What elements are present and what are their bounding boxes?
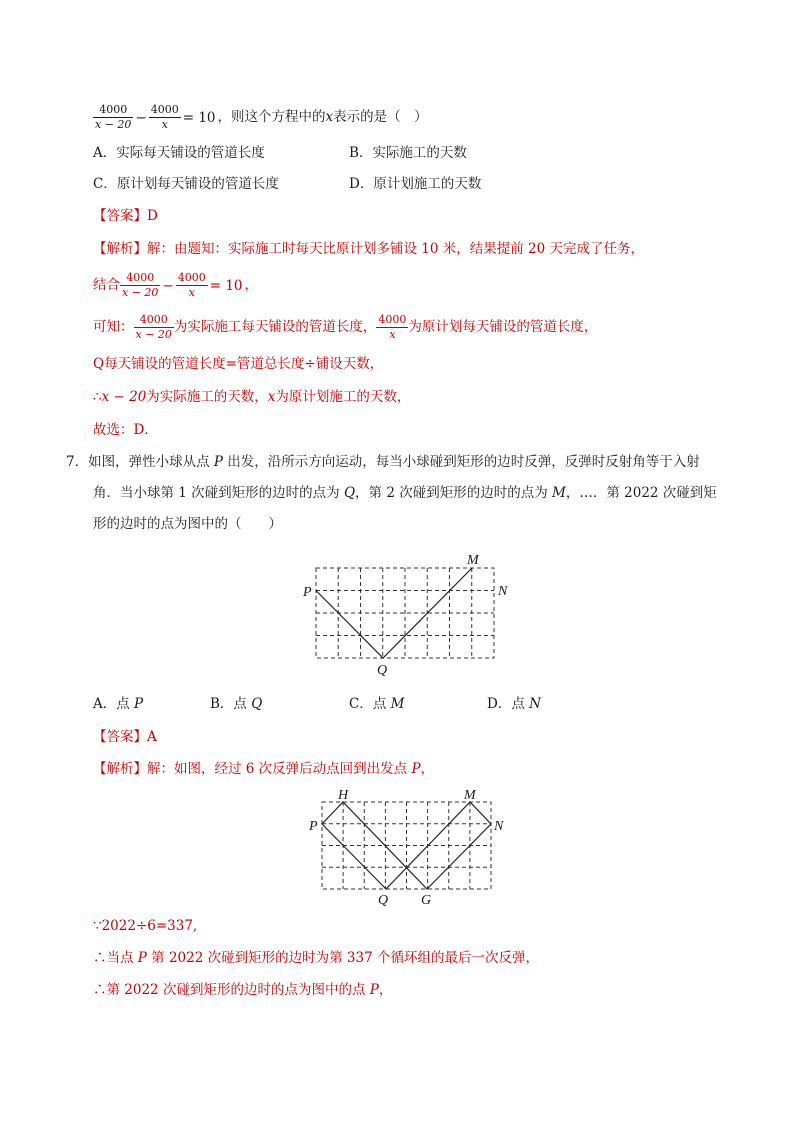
point-p: P	[213, 454, 223, 470]
analysis-text: 解：由题知：实际施工时每天比原计划多铺设 10 米，结果提前 20 天完成了任务，	[147, 241, 645, 257]
answer-value: D	[147, 208, 158, 224]
q6-analysis-line-4: Q每天铺设的管道长度=管道总长度÷铺设天数，	[93, 356, 384, 372]
label-p: P	[303, 585, 312, 600]
question-end: 表示的是（ ）	[333, 109, 428, 125]
label-q: Q	[377, 663, 388, 678]
label-h: H	[338, 788, 349, 803]
analysis-suffix: 为原计划每天铺设的管道长度，	[408, 319, 598, 335]
analysis-tag: 【解析】	[93, 761, 147, 777]
q6-analysis-line-6: 故选：D．	[93, 422, 158, 438]
analysis-text: 第 2022 次碰到矩形的边时为第 337 个循环组的最后一次反弹，	[146, 950, 539, 966]
fraction-2-denominator: x	[149, 117, 181, 132]
analysis-suffix: 为原计划施工的天数，	[275, 389, 411, 405]
option-point: P	[134, 696, 144, 712]
q6-option-a: A．实际每天铺设的管道长度	[93, 145, 265, 161]
fraction-1-denominator: x − 20	[122, 286, 159, 299]
analysis-text: 解：如图，经过 6 次反弹后动点回到出发点	[147, 761, 412, 777]
fraction-2-denominator: x	[176, 285, 208, 300]
question-variable: x	[325, 109, 334, 125]
q6-option-d: D．原计划施工的天数	[349, 176, 482, 192]
q7-analysis-line-3	[93, 948, 539, 968]
point-p: P	[369, 982, 379, 998]
equation-rhs: = 10	[182, 109, 216, 126]
fraction-numerator: 4000	[139, 313, 168, 326]
label-g: G	[421, 893, 432, 908]
fraction-numerator: 4000	[378, 313, 407, 326]
point-p: P	[411, 761, 421, 777]
option-label: C．点	[349, 696, 391, 712]
analysis-prefix: 可知：	[93, 319, 134, 335]
label-m: M	[464, 788, 476, 803]
fraction-2-numerator: 4000	[177, 271, 206, 284]
label-n: N	[494, 819, 504, 834]
q7-analysis-line-4	[93, 980, 392, 1000]
analysis-prefix: 结合	[93, 277, 120, 293]
therefore-symbol: ∴	[93, 389, 102, 405]
option-label: A．点	[93, 696, 135, 712]
answer-value: A	[147, 729, 157, 745]
analysis-text: ∴第 2022 次碰到矩形的边时的点为图中的点	[93, 982, 370, 998]
fraction-1-numerator: 4000	[126, 271, 155, 284]
q7-text: ，…．第 2022 次碰到矩	[565, 485, 717, 501]
minus-sign: −	[135, 109, 147, 126]
q7-text: 角．当小球第 1 次碰到矩形的边时的点为	[93, 485, 344, 501]
option-label: D．点	[487, 696, 530, 712]
option-label: B．点	[210, 696, 252, 712]
analysis-text: ∴当点	[93, 950, 138, 966]
label-n: N	[498, 584, 508, 599]
point-q: Q	[343, 485, 356, 501]
variable-x: x	[267, 389, 276, 405]
q7-text: 出发，沿所示方向运动，每当小球碰到矩形的边时反弹，反弹时反射角等于入射	[222, 454, 700, 470]
option-point: Q	[251, 696, 263, 712]
fraction-2-numerator: 4000	[150, 103, 179, 116]
answer-tag: 【答案】	[93, 208, 147, 224]
option-point: M	[390, 696, 405, 712]
option-point: N	[529, 696, 541, 712]
question-tail: ，则这个方程中的	[217, 109, 326, 125]
analysis-middle: 为实际施工的天数，	[146, 389, 268, 405]
q7-text: ，第 2 次碰到矩形的边时的点为	[355, 485, 553, 501]
analysis-middle: 为实际施工每天铺设的管道长度，	[173, 319, 377, 335]
q7-text: 7．如图，弹性小球从点	[66, 454, 214, 470]
minus-sign: −	[162, 277, 174, 294]
q6-option-b: B．实际施工的天数	[349, 145, 467, 161]
analysis-text: ，	[378, 982, 393, 998]
point-m: M	[552, 485, 566, 501]
expression: x − 20	[101, 389, 147, 405]
label-m: M	[467, 553, 479, 568]
analysis-tag: 【解析】	[93, 241, 147, 257]
fraction-1-denominator: x − 20	[95, 118, 132, 131]
q6-option-c: C．原计划每天铺设的管道长度	[93, 176, 279, 192]
fraction-1-numerator: 4000	[99, 103, 128, 116]
fraction-denominator: x	[376, 327, 408, 342]
fraction-denominator: x − 20	[135, 328, 172, 341]
point-p: P	[137, 950, 147, 966]
analysis-text: ，	[420, 761, 435, 777]
label-p: P	[309, 819, 318, 834]
analysis-suffix: ，	[244, 277, 259, 293]
answer-tag: 【答案】	[93, 729, 147, 745]
label-q: Q	[378, 893, 389, 908]
equation-rhs: = 10	[209, 277, 243, 294]
q7-line-3: 形的边时的点为图中的（ ）	[93, 516, 282, 532]
q7-analysis-line-2: ∵2022÷6=337,	[93, 918, 198, 934]
